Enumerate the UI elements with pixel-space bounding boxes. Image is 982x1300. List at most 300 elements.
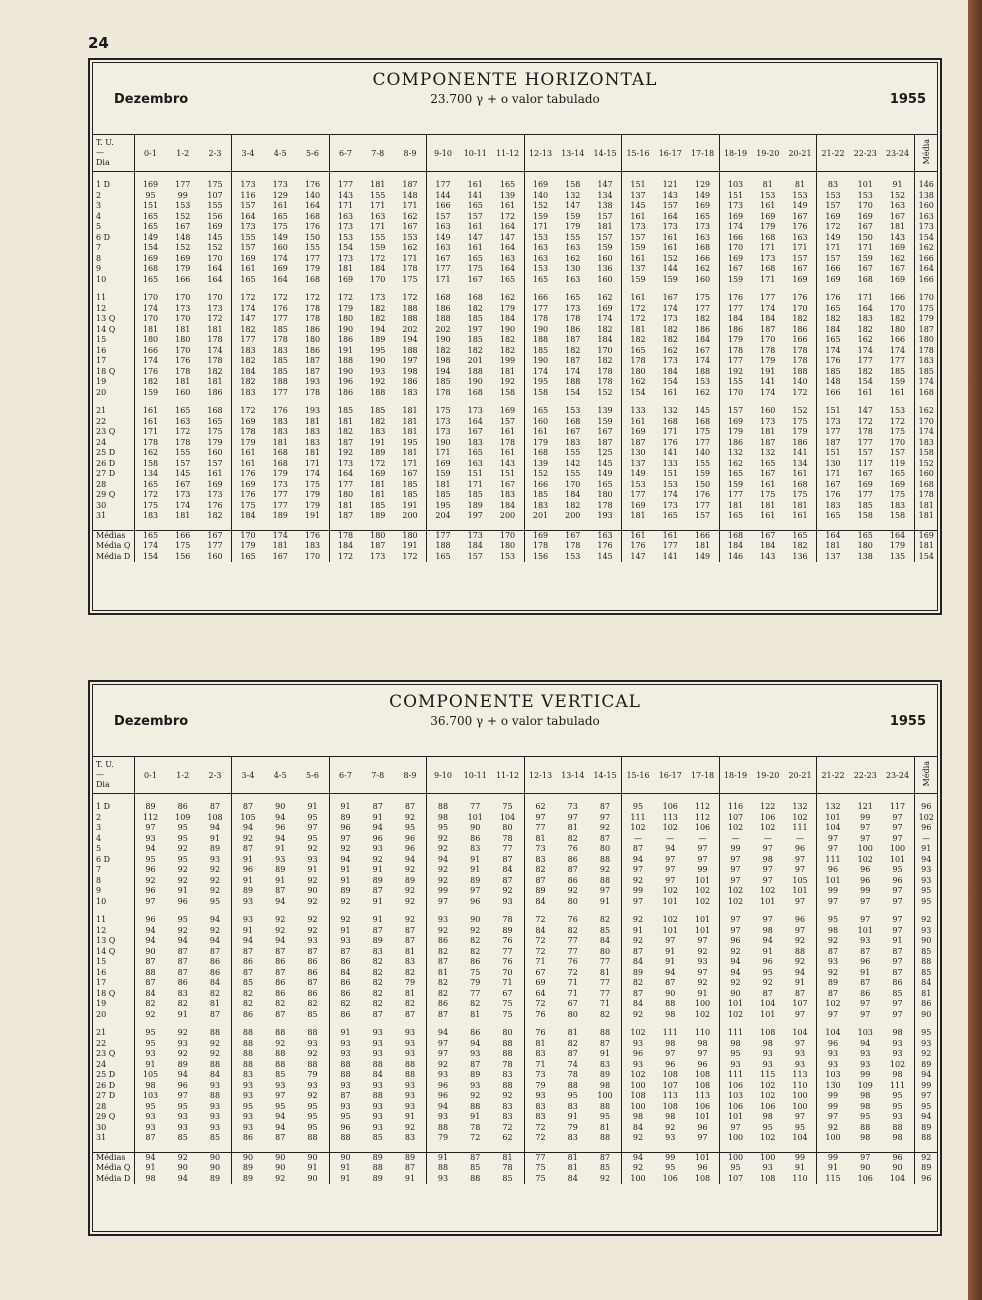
value-cell: 164 xyxy=(499,264,516,273)
value-cell: 183 xyxy=(304,541,321,550)
value-cell: 95 xyxy=(427,823,460,834)
value-cell: 109 xyxy=(175,812,191,822)
value-cell: 94 xyxy=(134,1152,167,1163)
header-label: T. U. xyxy=(96,138,114,147)
hour-header: 12-13 xyxy=(524,135,557,172)
value-cell: 149 xyxy=(792,201,808,210)
value-cell: 90 xyxy=(329,1152,362,1163)
value-cell: 165 xyxy=(662,511,678,520)
daily-mean-cell: 152 xyxy=(914,459,938,470)
daily-mean-cell: 173 xyxy=(914,222,938,233)
value-cell: 167 xyxy=(467,427,483,436)
value-cell: 150 xyxy=(304,232,321,242)
value-cell: 92 xyxy=(177,844,188,853)
value-cell: 168 xyxy=(857,274,873,284)
value-cell: 82 xyxy=(567,833,578,843)
value-cell: 112 xyxy=(694,802,711,811)
value-cell: 93 xyxy=(794,1059,806,1069)
value-cell: 169 xyxy=(857,479,873,489)
value-cell: 184 xyxy=(760,314,776,323)
value-cell: 96 xyxy=(882,1152,915,1163)
value-cell: 77 xyxy=(470,988,481,998)
value-cell: 173 xyxy=(175,303,191,313)
value-cell: 164 xyxy=(662,211,678,221)
value-cell: 91 xyxy=(275,844,286,853)
value-cell: 88 xyxy=(599,1101,611,1111)
value-cell: 82 xyxy=(524,865,557,876)
summary-row xyxy=(92,1152,938,1163)
value-cell: 92 xyxy=(622,1010,655,1021)
value-cell: 92 xyxy=(427,844,460,855)
value-cell: 143 xyxy=(499,458,516,468)
daily-mean-cell: 91 xyxy=(914,844,938,855)
value-cell: 167 xyxy=(499,479,516,489)
hour-header: 1-2 xyxy=(167,757,200,794)
value-cell: 96 xyxy=(665,1059,676,1069)
value-cell: 88 xyxy=(275,1028,286,1037)
value-cell: 182 xyxy=(662,324,678,334)
value-cell: 167 xyxy=(175,479,191,489)
value-cell: 97 xyxy=(134,897,167,908)
value-cell: 91 xyxy=(372,896,383,906)
value-cell: 84 xyxy=(329,968,362,979)
day-label: 23 Q xyxy=(96,1049,116,1058)
value-cell: 181 xyxy=(402,406,418,415)
value-cell: 184 xyxy=(232,511,265,522)
value-cell: 86 xyxy=(177,978,188,987)
value-cell: 145 xyxy=(694,406,711,415)
value-cell: 177 xyxy=(272,314,288,323)
value-cell: 88 xyxy=(329,1133,362,1144)
value-cell: 81 xyxy=(524,1039,557,1050)
value-cell: 92 xyxy=(177,1028,188,1037)
day-label: 20 xyxy=(96,1009,107,1019)
value-cell: 111 xyxy=(719,1070,752,1081)
value-cell: 182 xyxy=(370,303,386,313)
value-cell: 106 xyxy=(662,1173,678,1183)
value-cell: 136 xyxy=(597,264,613,273)
table-row xyxy=(92,367,938,378)
value-cell: 155 xyxy=(304,243,321,252)
value-cell: 190 xyxy=(329,325,362,336)
value-cell: 88 xyxy=(794,946,806,956)
value-cell: 76 xyxy=(567,915,578,924)
day-label: 12 xyxy=(96,925,107,935)
table-row xyxy=(92,304,938,315)
day-label: 11 xyxy=(96,915,107,924)
value-cell: 92 xyxy=(404,915,416,924)
value-cell: 169 xyxy=(427,459,460,470)
value-cell: 87 xyxy=(134,957,167,968)
value-cell: 69 xyxy=(524,978,557,989)
value-cell: 82 xyxy=(329,999,362,1010)
daily-mean-cell: 178 xyxy=(914,490,938,501)
value-cell: 148 xyxy=(402,190,418,200)
table-row xyxy=(92,1010,938,1021)
value-cell: 154 xyxy=(662,377,678,386)
value-cell: 180 xyxy=(597,490,613,499)
value-cell: 154 xyxy=(622,388,655,399)
table-row xyxy=(92,813,938,824)
value-cell: 102 xyxy=(719,886,752,897)
value-cell: 161 xyxy=(760,479,776,489)
value-cell: 191 xyxy=(402,541,418,550)
value-cell: 101 xyxy=(817,813,850,824)
value-cell: 78 xyxy=(502,915,513,924)
value-cell: 83 xyxy=(567,1133,578,1142)
daily-mean-cell: 168 xyxy=(914,480,938,491)
value-cell: 79 xyxy=(567,1122,578,1132)
value-cell: 101 xyxy=(694,915,711,924)
table-row xyxy=(92,802,938,813)
value-cell: 71 xyxy=(502,978,513,987)
table-row xyxy=(92,511,938,522)
value-cell: 158 xyxy=(134,459,167,470)
value-cell: 172 xyxy=(232,406,265,417)
table-row xyxy=(92,233,938,244)
spacer-row xyxy=(92,1020,938,1028)
value-cell: 167 xyxy=(857,264,873,273)
value-cell: 169 xyxy=(792,274,808,284)
value-cell: 170 xyxy=(134,293,167,304)
value-cell: 179 xyxy=(760,222,776,231)
value-cell: 177 xyxy=(524,304,557,315)
value-cell: 83 xyxy=(524,855,557,866)
value-cell: 86 xyxy=(427,936,460,947)
value-cell: 165 xyxy=(467,448,483,457)
value-cell: 77 xyxy=(470,802,481,811)
value-cell: 149 xyxy=(134,233,167,244)
value-cell: 89 xyxy=(232,1174,265,1185)
value-cell: 196 xyxy=(329,377,362,388)
value-cell: 76 xyxy=(502,936,513,945)
value-cell: 87 xyxy=(589,1152,622,1163)
value-cell: 185 xyxy=(272,356,288,365)
value-cell: 183 xyxy=(565,437,581,447)
value-cell: 88 xyxy=(134,968,167,979)
value-cell: 169 xyxy=(597,303,613,313)
value-cell: 143 xyxy=(662,190,678,200)
value-cell: 172 xyxy=(857,416,873,426)
daily-mean-cell: 146 xyxy=(914,180,938,191)
value-cell: 188 xyxy=(272,377,288,386)
value-cell: 145 xyxy=(597,458,613,468)
value-cell: 164 xyxy=(232,212,265,223)
value-cell: 97 xyxy=(892,896,903,906)
value-cell: 172 xyxy=(889,416,906,426)
value-cell: 187 xyxy=(304,356,321,365)
value-cell: 93 xyxy=(372,1112,383,1121)
value-cell: 186 xyxy=(304,324,321,334)
hour-header: 0-1 xyxy=(134,135,167,172)
value-cell: 93 xyxy=(817,1049,850,1060)
value-cell: 136 xyxy=(792,551,808,561)
value-cell: 98 xyxy=(719,1039,752,1050)
value-cell: 162 xyxy=(694,387,711,397)
value-cell: 165 xyxy=(499,274,516,284)
value-cell: 178 xyxy=(857,427,873,436)
day-label: 1 D xyxy=(96,180,111,189)
value-cell: 178 xyxy=(792,345,808,355)
hour-header: 22-23 xyxy=(849,757,882,794)
value-cell: 88 xyxy=(502,1080,513,1090)
value-cell: 86 xyxy=(275,978,286,987)
header-label: — xyxy=(96,770,104,779)
value-cell: 90 xyxy=(307,1173,318,1183)
day-label: 21 xyxy=(96,1028,107,1037)
value-cell: 82 xyxy=(177,999,188,1008)
value-cell: 161 xyxy=(207,469,223,478)
value-cell: 161 xyxy=(760,201,776,210)
value-cell: 173 xyxy=(459,530,492,541)
value-cell: 102 xyxy=(760,886,776,895)
value-cell: 167 xyxy=(817,480,850,491)
value-cell: 165 xyxy=(622,346,655,357)
value-cell: 130 xyxy=(622,448,655,459)
value-cell: 83 xyxy=(524,1049,557,1060)
value-cell: 159 xyxy=(889,377,906,386)
value-cell: 188 xyxy=(402,314,418,323)
table-row xyxy=(92,406,938,417)
value-cell: 84 xyxy=(567,1173,578,1183)
value-cell: 167 xyxy=(427,254,460,265)
value-cell: 169 xyxy=(524,530,557,541)
value-cell: 167 xyxy=(272,551,288,561)
value-cell: 72 xyxy=(567,967,578,977)
value-cell: 151 xyxy=(622,180,655,191)
value-cell: 103 xyxy=(719,1091,752,1102)
value-cell: 98 xyxy=(427,813,460,824)
value-cell: 169 xyxy=(207,222,223,231)
value-cell: 168 xyxy=(662,416,678,426)
daily-mean-cell: 183 xyxy=(914,438,938,449)
hour-header: 23-24 xyxy=(882,757,915,794)
hour-header: 23-24 xyxy=(882,135,915,172)
value-cell: 181 xyxy=(622,511,655,522)
value-cell: 167 xyxy=(694,345,711,355)
value-cell: 181 xyxy=(402,416,418,426)
value-cell: 93 xyxy=(307,854,318,864)
value-cell: 91 xyxy=(817,1163,850,1174)
value-cell: 88 xyxy=(307,1059,318,1069)
value-cell: 79 xyxy=(470,978,481,987)
value-cell: 161 xyxy=(622,293,655,304)
value-cell: 133 xyxy=(622,406,655,417)
value-cell: 181 xyxy=(719,501,752,512)
value-cell: 93 xyxy=(232,897,265,908)
value-cell: 190 xyxy=(329,367,362,378)
value-cell: 91 xyxy=(209,833,221,843)
value-cell: 87 xyxy=(470,1059,481,1069)
value-cell: 165 xyxy=(524,275,557,286)
value-cell: 112 xyxy=(134,813,167,824)
value-cell: 92 xyxy=(329,844,362,855)
value-cell: 88 xyxy=(599,854,611,864)
day-label: 19 xyxy=(96,377,107,386)
value-cell: 97 xyxy=(697,1049,708,1058)
value-cell: 92 xyxy=(404,896,416,906)
value-cell: 165 xyxy=(134,530,167,541)
value-cell: 78 xyxy=(502,1163,513,1172)
value-cell: 99 xyxy=(860,886,871,895)
value-cell: 175 xyxy=(232,501,265,512)
value-cell: 181 xyxy=(370,479,386,489)
value-cell: 88 xyxy=(599,1133,611,1142)
value-cell: 92 xyxy=(502,886,513,895)
daily-mean-cell: 95 xyxy=(914,886,938,897)
value-cell: 91 xyxy=(372,865,383,874)
hour-header: 21-22 xyxy=(817,757,850,794)
value-cell: 89 xyxy=(372,875,383,885)
value-cell: 193 xyxy=(370,366,386,376)
value-cell: 170 xyxy=(175,314,191,323)
value-cell: 165 xyxy=(232,552,265,563)
value-cell: 176 xyxy=(597,541,613,550)
value-cell: 159 xyxy=(524,212,557,223)
value-cell: 92 xyxy=(794,936,806,945)
value-cell: 95 xyxy=(719,1049,752,1060)
value-cell: 169 xyxy=(232,417,265,428)
value-cell: 89 xyxy=(599,1070,611,1079)
value-cell: 82 xyxy=(470,999,481,1008)
hour-header: 10-11 xyxy=(459,135,492,172)
table-row xyxy=(92,1112,938,1123)
value-cell: 77 xyxy=(524,1152,557,1163)
spacer-row xyxy=(92,1144,938,1153)
value-cell: 82 xyxy=(470,946,481,956)
value-cell: 169 xyxy=(524,180,557,191)
value-cell: 82 xyxy=(427,989,460,1000)
hour-header: 19-20 xyxy=(752,757,785,794)
value-cell: 185 xyxy=(370,500,386,510)
value-cell: 174 xyxy=(134,541,167,552)
value-cell: 83 xyxy=(599,1059,611,1069)
hour-header: 4-5 xyxy=(264,135,297,172)
value-cell: 146 xyxy=(719,552,752,563)
value-cell: 147 xyxy=(499,232,516,242)
value-cell: 179 xyxy=(760,356,776,365)
value-cell: 153 xyxy=(857,190,873,200)
value-cell: 178 xyxy=(134,438,167,449)
value-cell: — xyxy=(796,833,804,843)
value-cell: 181 xyxy=(402,427,418,436)
value-cell: 98 xyxy=(665,1112,676,1121)
value-cell: 153 xyxy=(760,190,776,200)
value-cell: 193 xyxy=(304,377,321,386)
value-cell: 177 xyxy=(760,293,776,302)
value-cell: 96 xyxy=(404,833,416,843)
value-cell: 176 xyxy=(817,293,850,304)
value-cell: 96 xyxy=(404,844,416,853)
value-cell: 81 xyxy=(567,1028,578,1037)
value-cell: 192 xyxy=(370,377,386,386)
value-cell: 171 xyxy=(467,479,483,489)
value-cell: 152 xyxy=(597,387,613,397)
value-cell: 167 xyxy=(402,469,418,478)
value-cell: 97 xyxy=(860,896,871,906)
value-cell: 96 xyxy=(470,896,481,906)
value-cell: 92 xyxy=(209,865,221,874)
value-cell: 160 xyxy=(175,387,191,397)
value-cell: 165 xyxy=(889,469,906,478)
value-cell: 183 xyxy=(467,437,483,447)
value-cell: 88 xyxy=(232,1049,265,1060)
day-label: 15 xyxy=(96,335,107,344)
value-cell: 164 xyxy=(817,530,850,541)
value-cell: 98 xyxy=(622,1112,655,1123)
value-cell: 86 xyxy=(329,978,362,989)
value-cell: 92 xyxy=(209,1038,221,1048)
value-cell: 163 xyxy=(565,274,581,284)
value-cell: 171 xyxy=(524,222,557,233)
value-cell: 173 xyxy=(329,254,362,265)
value-cell: 91 xyxy=(427,1152,460,1163)
value-cell: 94 xyxy=(275,833,286,843)
value-cell: 75 xyxy=(502,999,513,1008)
value-cell: — xyxy=(698,833,707,843)
value-cell: 184 xyxy=(467,541,483,550)
day-label: 17 xyxy=(96,978,107,987)
value-cell: 94 xyxy=(665,967,676,977)
value-cell: 96 xyxy=(817,865,850,876)
value-cell: 181 xyxy=(499,366,516,376)
value-cell: 155 xyxy=(370,232,386,242)
value-cell: 179 xyxy=(719,427,752,438)
value-cell: 144 xyxy=(662,264,678,273)
value-cell: 94 xyxy=(275,1112,286,1121)
media-label: Média xyxy=(921,761,931,787)
value-cell: 161 xyxy=(232,448,265,459)
value-cell: 168 xyxy=(694,243,711,252)
hour-header: 18-19 xyxy=(719,757,752,794)
day-label: 6 D xyxy=(96,232,111,242)
value-cell: 92 xyxy=(817,1123,850,1134)
value-cell: 153 xyxy=(622,480,655,491)
table-row xyxy=(92,243,938,254)
value-cell: 94 xyxy=(329,855,362,866)
daily-mean-cell: 169 xyxy=(914,530,938,541)
value-cell: 173 xyxy=(272,479,288,489)
value-cell: 90 xyxy=(665,988,676,998)
value-cell: 95 xyxy=(599,1112,611,1121)
value-cell: 143 xyxy=(329,191,362,202)
hour-header: 20-21 xyxy=(784,757,817,794)
value-cell: 166 xyxy=(427,201,460,212)
value-cell: 87 xyxy=(372,802,383,811)
value-cell: 161 xyxy=(889,387,906,397)
day-label: 16 xyxy=(96,345,107,355)
value-cell: 157 xyxy=(662,201,678,210)
value-cell: 174 xyxy=(597,314,613,323)
value-cell: 92 xyxy=(275,915,286,924)
value-cell: 92 xyxy=(719,978,752,989)
daily-mean-cell: 170 xyxy=(914,293,938,304)
horizontal-data-table xyxy=(92,134,938,562)
value-cell: 165 xyxy=(232,275,265,286)
value-cell: 182 xyxy=(467,345,483,355)
value-cell: 161 xyxy=(662,243,678,252)
value-cell: 97 xyxy=(892,812,903,822)
value-cell: 98 xyxy=(817,926,850,937)
value-cell: 88 xyxy=(567,1080,578,1090)
value-cell: 200 xyxy=(499,511,516,520)
value-cell: 165 xyxy=(760,458,776,468)
value-cell: 140 xyxy=(792,377,808,386)
value-cell: 157 xyxy=(719,406,752,417)
hour-header: 14-15 xyxy=(589,135,622,172)
value-cell: 170 xyxy=(207,253,223,263)
value-cell: 87 xyxy=(177,957,188,966)
